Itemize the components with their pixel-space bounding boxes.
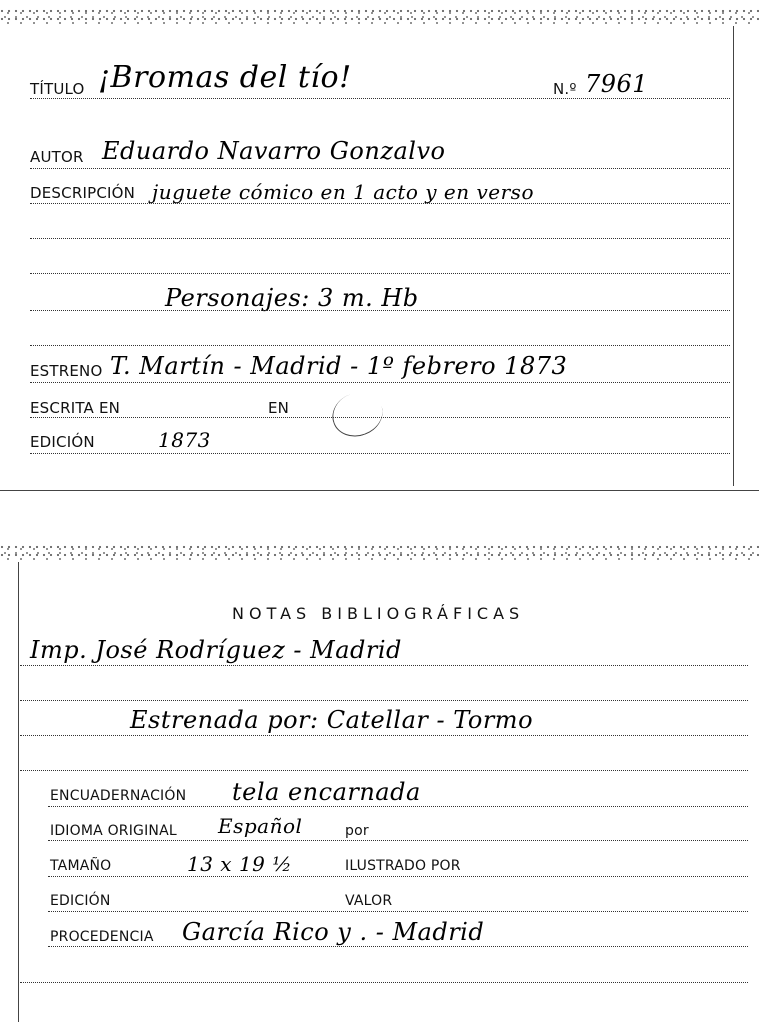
- estreno-rule: [30, 382, 730, 383]
- encuadernacion-rule: [48, 806, 748, 807]
- autor-label: AUTOR: [30, 148, 84, 166]
- descripcion-label: DESCRIPCIÓN: [30, 184, 136, 202]
- titulo-rule: [30, 98, 730, 99]
- note-line-2: Estrenada por: Catellar - Tormo: [130, 706, 534, 734]
- estreno-value: T. Martín - Madrid - 1º febrero 1873: [110, 352, 568, 380]
- ink-blot: [326, 386, 389, 444]
- procedencia-label: PROCEDENCIA: [50, 929, 154, 945]
- card-top-speckled-edge: [0, 8, 759, 24]
- titulo-label: TÍTULO: [30, 80, 85, 98]
- catalog-card-title: [0, 0, 759, 492]
- escrita-en-label: ESCRITA EN: [30, 399, 121, 417]
- number-value: 7961: [585, 70, 649, 98]
- procedencia-value: García Rico y . - Madrid: [182, 918, 485, 946]
- tamano-label: TAMAÑO: [50, 858, 112, 874]
- edicion-value: 1873: [158, 428, 211, 452]
- idioma-label: IDIOMA ORIGINAL: [50, 823, 177, 839]
- descripcion-value: juguete cómico en 1 acto y en verso: [152, 180, 534, 204]
- card-bottom-speckled-edge: [0, 544, 759, 560]
- catalog-card-notes: [0, 540, 759, 1028]
- ilustrado-label: ILUSTRADO POR: [345, 858, 461, 874]
- note-rule-4: [20, 770, 748, 771]
- encuadernacion-label: ENCUADERNACIÓN: [50, 788, 187, 804]
- tamano-value: 13 x 19 ½: [187, 852, 293, 876]
- autor-value: Eduardo Navarro Gonzalvo: [102, 137, 446, 165]
- procedencia-rule: [48, 946, 748, 947]
- estreno-label: ESTRENO: [30, 362, 103, 380]
- personajes-value: Personajes: 3 m. Hb: [165, 284, 419, 312]
- autor-rule: [30, 168, 730, 169]
- bottom-rule: [20, 982, 748, 983]
- encuadernacion-value: tela encarnada: [232, 778, 421, 806]
- blank-rule-3: [30, 345, 730, 346]
- valor-label: VALOR: [345, 893, 393, 909]
- descripcion-rule: [30, 203, 730, 204]
- escrita-rule: [30, 417, 730, 418]
- edicion-bottom-rule: [48, 911, 748, 912]
- card-top-right-border: [733, 26, 734, 486]
- por-label: por: [345, 823, 369, 839]
- card-bottom-left-border: [18, 562, 19, 1022]
- card-top-bottom-border: [0, 490, 759, 491]
- blank-rule-2: [30, 273, 730, 274]
- tamano-rule: [48, 876, 748, 877]
- number-label: N.º: [553, 80, 577, 98]
- personajes-rule: [30, 310, 730, 311]
- idioma-rule: [48, 840, 748, 841]
- titulo-value: ¡Bromas del tío!: [98, 60, 352, 95]
- note-rule-3: [20, 735, 748, 736]
- note-rule-1: [20, 665, 748, 666]
- edicion-bottom-label: EDICIÓN: [50, 893, 111, 909]
- note-rule-2: [20, 700, 748, 701]
- edicion-rule: [30, 453, 730, 454]
- blank-rule-1: [30, 238, 730, 239]
- edicion-label: EDICIÓN: [30, 433, 95, 451]
- idioma-value: Español: [218, 814, 303, 838]
- en-label: EN: [268, 399, 290, 417]
- notas-heading: NOTAS BIBLIOGRÁFICAS: [232, 604, 525, 623]
- note-line-1: Imp. José Rodríguez - Madrid: [30, 636, 402, 664]
